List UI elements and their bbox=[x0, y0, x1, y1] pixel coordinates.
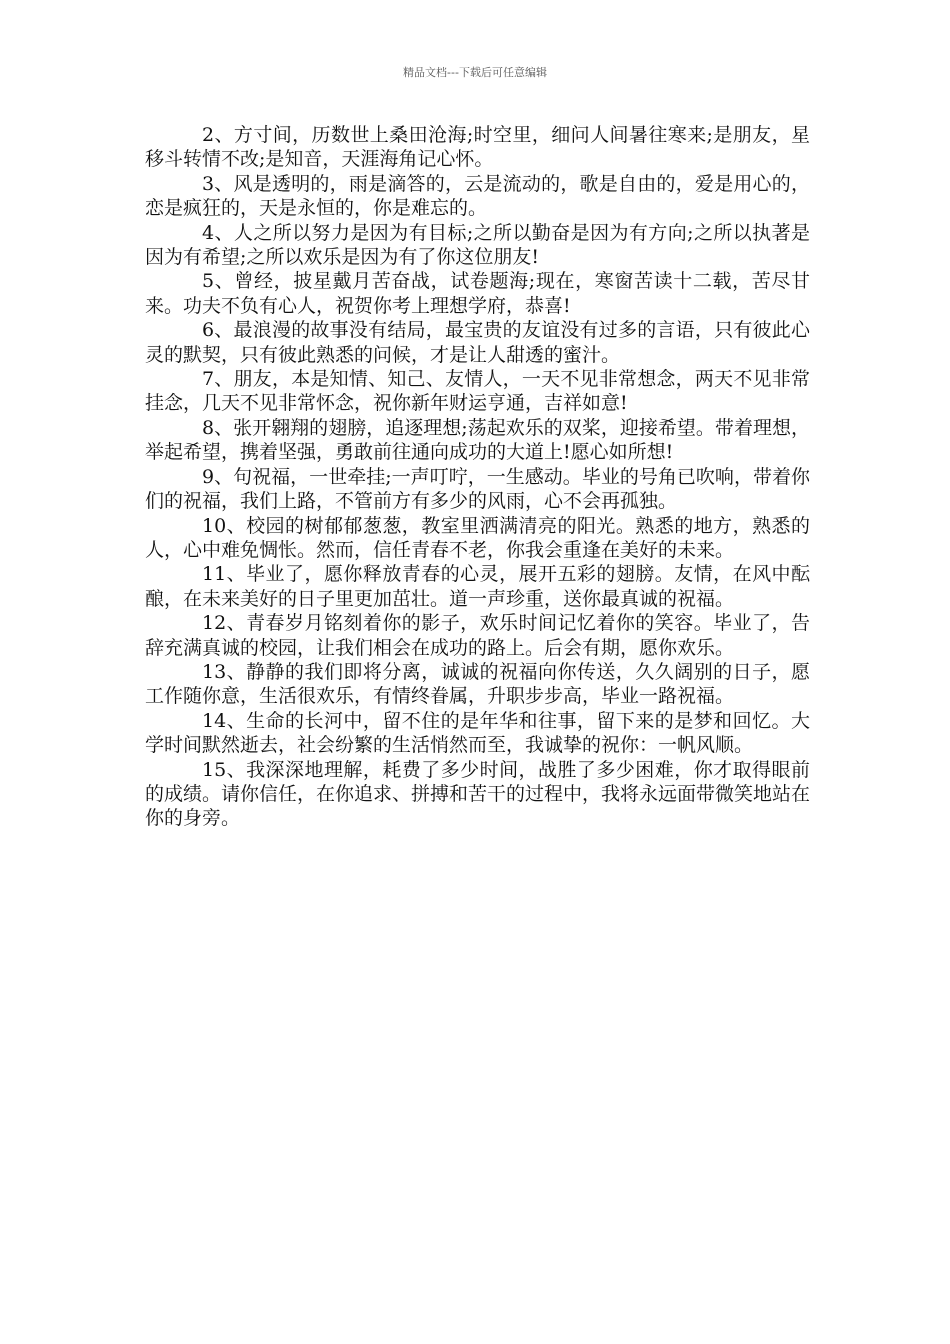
document-body bbox=[145, 123, 810, 831]
paragraph-2: 2、方寸间，历数世上桑田沧海;时空里，细问人间暑往寒来;是朋友，星移斗转情不改;是知音，天涯海角记心怀。 bbox=[145, 124, 810, 171]
paragraph-3: 3、风是透明的，雨是滴答的，云是流动的，歌是自由的，爱是用心的，恋是疯狂的，天是永恒的，你是难忘的。 bbox=[145, 172, 810, 220]
paragraph-12: 12、青春岁月铭刻着你的影子，欢乐时间记忆着你的笑容。毕业了，告辞充满真诚的校园，让我们相会在成功的路上。后会有期，愿你欢乐。 bbox=[145, 612, 810, 659]
paragraph-7: 7、朋友，本是知情、知己、友情人，一天不见非常想念，两天不见非常挂念，几天不见非常怀念，祝你新年财运亨通，吉祥如意! bbox=[145, 368, 810, 415]
paragraph-10: 10、校园的树郁郁葱葱，教室里洒满清亮的阳光。熟悉的地方，熟悉的人，心中难免惆怅。然而，信任青春不老，你我会重逢在美好的未来。 bbox=[145, 514, 810, 561]
paragraph-4: 4、人之所以努力是因为有目标;之所以勤奋是因为有方向;之所以执著是因为有希望;之所以欢乐是因为有了你这位朋友! bbox=[145, 221, 810, 269]
page-header: 精品文档---下载后可任意编辑 bbox=[403, 66, 547, 79]
paragraph-9: 9、句祝福，一世牵挂;一声叮咛，一生感动。毕业的号角已吹响，带着你们的祝福，我们上路，不管前方有多少的风雨，心不会再孤独。 bbox=[145, 465, 810, 513]
paragraph-5: 5、曾经，披星戴月苦奋战，试卷题海;现在，寒窗苦读十二载，苦尽甘来。功夫不负有心人，祝贺你考上理想学府，恭喜! bbox=[145, 270, 810, 317]
paragraph-8: 8、张开翱翔的翅膀，追逐理想;荡起欢乐的双桨，迎接希望。带着理想，举起希望，携着坚强，勇敢前往通向成功的大道上!愿心如所想! bbox=[145, 416, 810, 464]
paragraph-15: 15、我深深地理解，耗费了多少时间，战胜了多少困难，你才取得眼前的成绩。请你信任，在你追求、拼搏和苦干的过程中，我将永远面带微笑地站在你的身旁。 bbox=[145, 758, 811, 830]
paragraph-11: 11、毕业了，愿你释放青春的心灵，展开五彩的翅膀。友情，在风中酝酿，在未来美好的日子里更加茁壮。道一声珍重，送你最真诚的祝福。 bbox=[145, 563, 810, 610]
paragraph-6: 6、最浪漫的故事没有结局，最宝贵的友谊没有过多的言语，只有彼此心灵的默契，只有彼此熟悉的问候，才是让人甜透的蜜汁。 bbox=[145, 319, 810, 366]
paragraph-14: 14、生命的长河中，留不住的是年华和往事，留下来的是梦和回忆。大学时间默然逝去，社会纷繁的生活悄然而至，我诚挚的祝你：一帆风顺。 bbox=[145, 709, 810, 757]
paragraph-13: 13、静静的我们即将分离，诚诚的祝福向你传送，久久阔别的日子，愿工作随你意，生活很欢乐，有情终眷属，升职步步高，毕业一路祝福。 bbox=[145, 660, 810, 708]
